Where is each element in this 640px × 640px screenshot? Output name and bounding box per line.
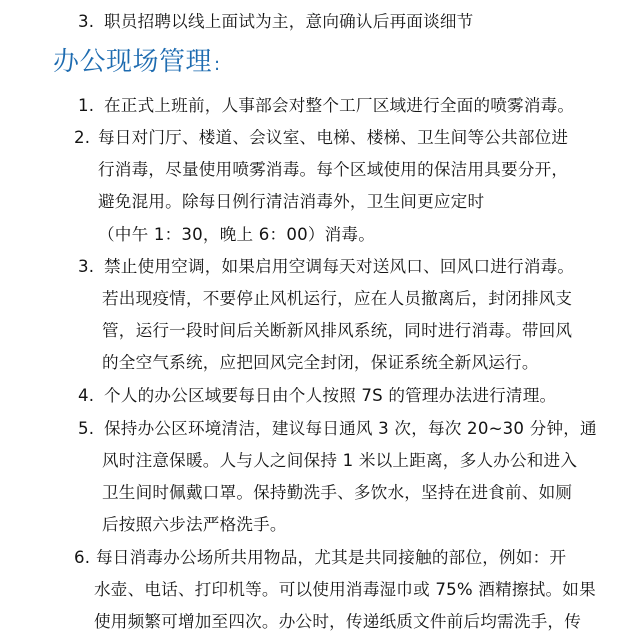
list-text: 禁止使用空调，如果启用空调每天对送风口、回风口进行消毒。	[104, 257, 575, 276]
list-text-continuation: 管，运行一段时间后关断新风排风系统，同时进行消毒。带回风	[102, 321, 573, 340]
list-text-continuation: 使用频繁可增加至四次。办公时，传递纸质文件前后均需洗手，传	[94, 612, 582, 631]
list-text-continuation: 行消毒，尽量使用喷雾消毒。每个区域使用的保洁用具要分开，	[98, 160, 569, 179]
list-number: 3.	[78, 12, 95, 31]
list-item-5	[78, 418, 597, 440]
list-text-continuation: （中午 1：30，晚上 6：00）消毒。	[98, 225, 376, 244]
list-number: 1.	[78, 96, 95, 115]
list-text-continuation: 卫生间时佩戴口罩。保持勤洗手、多饮水，坚持在进食前、如厕	[102, 483, 573, 502]
section-title: 办公现场管理	[53, 47, 213, 77]
list-text-continuation: 风时注意保暖。人与人之间保持 1 米以上距离，多人办公和进入	[102, 451, 578, 470]
list-text: 保持办公区环境清洁，建议每日通风 3 次，每次 20~30 分钟，通	[104, 419, 597, 438]
list-number: 4.	[78, 386, 95, 405]
list-text-continuation: 若出现疫情，不要停止风机运行，应在人员撤离后，封闭排风支	[102, 289, 573, 308]
list-text-continuation: 的全空气系统，应把回风完全封闭，保证系统全新风运行。	[102, 353, 539, 372]
list-item-6	[74, 547, 566, 569]
list-text: 职员招聘以线上面试为主，意向确认后再面谈细节	[104, 12, 474, 31]
list-text-continuation: 后按照六步法严格洗手。	[102, 515, 287, 534]
list-item-4	[78, 385, 556, 407]
list-item-2	[74, 127, 568, 149]
list-item-3	[78, 256, 574, 278]
list-text: 每日消毒办公场所共用物品，尤其是共同接触的部位，例如：开	[96, 548, 567, 567]
list-number: 5.	[78, 419, 95, 438]
list-number: 6.	[74, 548, 91, 567]
list-number: 3.	[78, 257, 95, 276]
list-text-continuation: 避免混用。除每日例行清洁消毒外，卫生间更应定时	[98, 192, 485, 211]
list-text: 个人的办公区域要每日由个人按照 7S 的管理办法进行清理。	[104, 386, 557, 405]
list-text-continuation: 水壶、电话、打印机等。可以使用消毒湿巾或 75% 酒精擦拭。如果	[94, 580, 596, 599]
list-item-1	[78, 95, 574, 117]
list-text: 在正式上班前，人事部会对整个工厂区域进行全面的喷雾消毒。	[104, 96, 575, 115]
section-title-colon: :	[214, 54, 221, 75]
list-number: 2.	[74, 128, 91, 147]
section-heading	[53, 44, 221, 83]
list-text: 每日对门厅、楼道、会议室、电梯、楼梯、卫生间等公共部位进	[98, 128, 569, 147]
list-item-3-intro	[78, 11, 473, 33]
